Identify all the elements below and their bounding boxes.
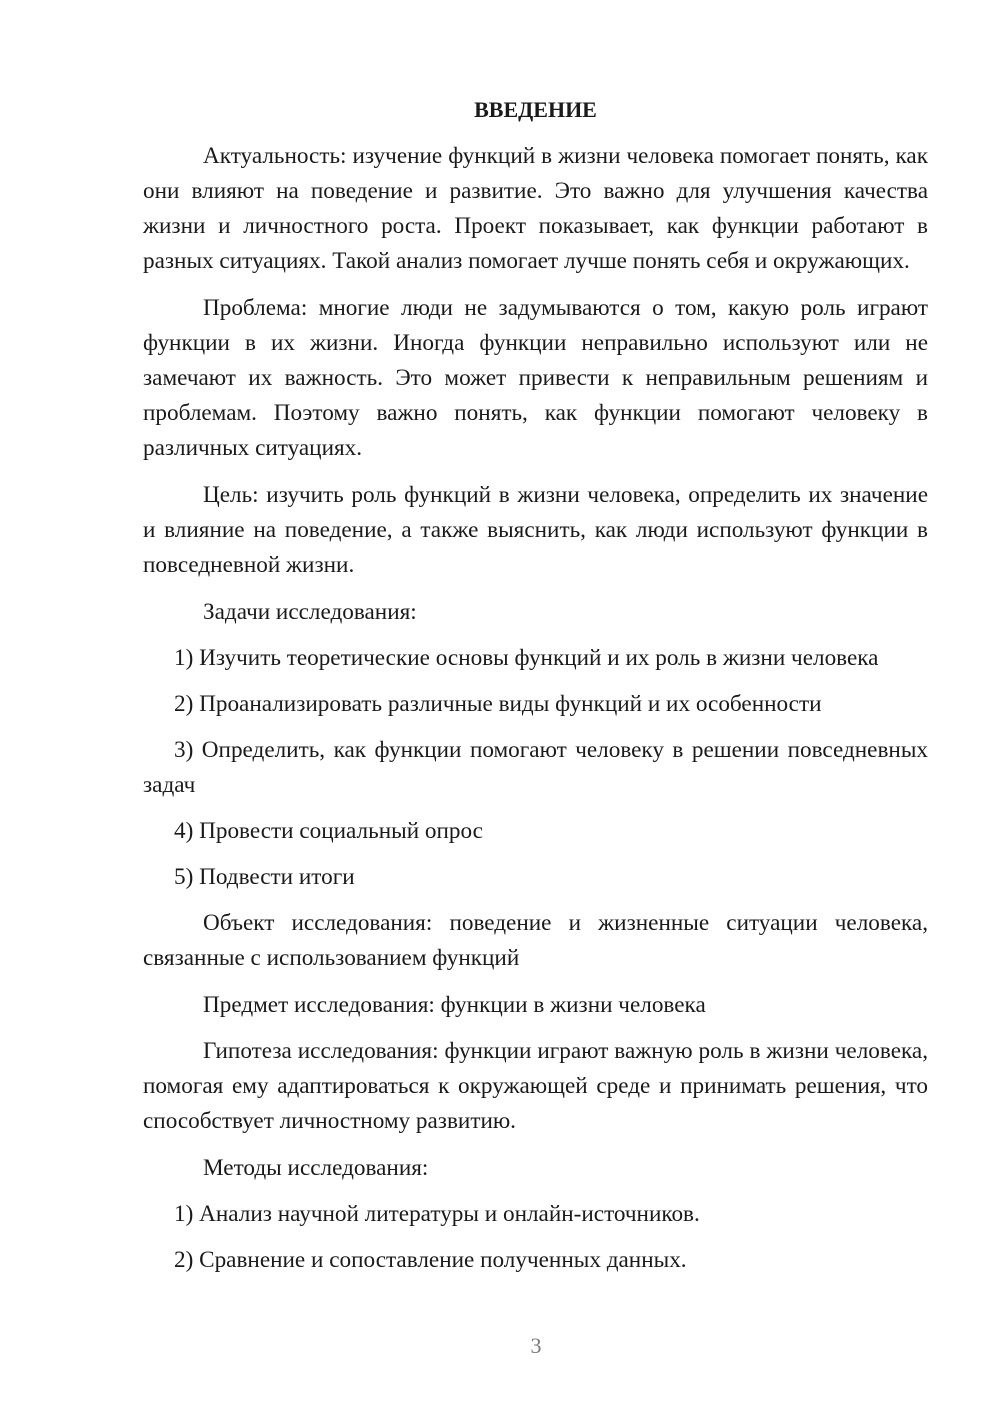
task-item: 2) Проанализировать различные виды функций и их особенности (174, 691, 822, 717)
methods-heading: Методы исследования: (203, 1155, 429, 1181)
task-item: 1) Изучить теоретические основы функций и их роль в жизни человека (174, 645, 879, 671)
task-item: 3) Определить, как функции помогают человеку в решении повседневных задач (143, 737, 928, 798)
problem-paragraph: Проблема: многие люди не задумываются о том, какую роль играют функции в их жизни. Иногда функции неправильно используют или не замечают их важность. Это может привести к неправильным решениям и проблемам. Поэтому важно понять, как функции помогают человеку в различных ситуациях. (143, 295, 928, 461)
page-number: 3 (530, 1333, 542, 1358)
goal-paragraph: Цель: изучить роль функций в жизни человека, определить их значение и влияние на поведение, а также выяснить, как люди используют функции в повседневной жизни. (143, 482, 928, 578)
object-paragraph: Объект исследования: поведение и жизненные ситуации человека, связанные с использованием функций (143, 910, 928, 971)
method-item: 1) Анализ научной литературы и онлайн-источников. (174, 1201, 700, 1227)
task-item: 4) Провести социальный опрос (174, 818, 483, 844)
section-title: ВВЕДЕНИЕ (474, 97, 597, 122)
tasks-heading: Задачи исследования: (203, 599, 417, 625)
hypothesis-paragraph: Гипотеза исследования: функции играют важную роль в жизни человека, помогая ему адаптироваться к окружающей среде и принимать решения, что способствует личностному развитию. (143, 1038, 928, 1134)
method-item: 2) Сравнение и сопоставление полученных данных. (174, 1247, 687, 1273)
document-body (143, 92, 928, 1289)
task-item: 5) Подвести итоги (174, 864, 355, 890)
subject-paragraph: Предмет исследования: функции в жизни человека (203, 992, 706, 1018)
relevance-paragraph: Актуальность: изучение функций в жизни человека помогает понять, как они влияют на поведение и развитие. Это важно для улучшения качества жизни и личностного роста. Проект показывает, как функции работают в разных ситуациях. Такой анализ помогает лучше понять себя и окружающих. (143, 143, 928, 274)
